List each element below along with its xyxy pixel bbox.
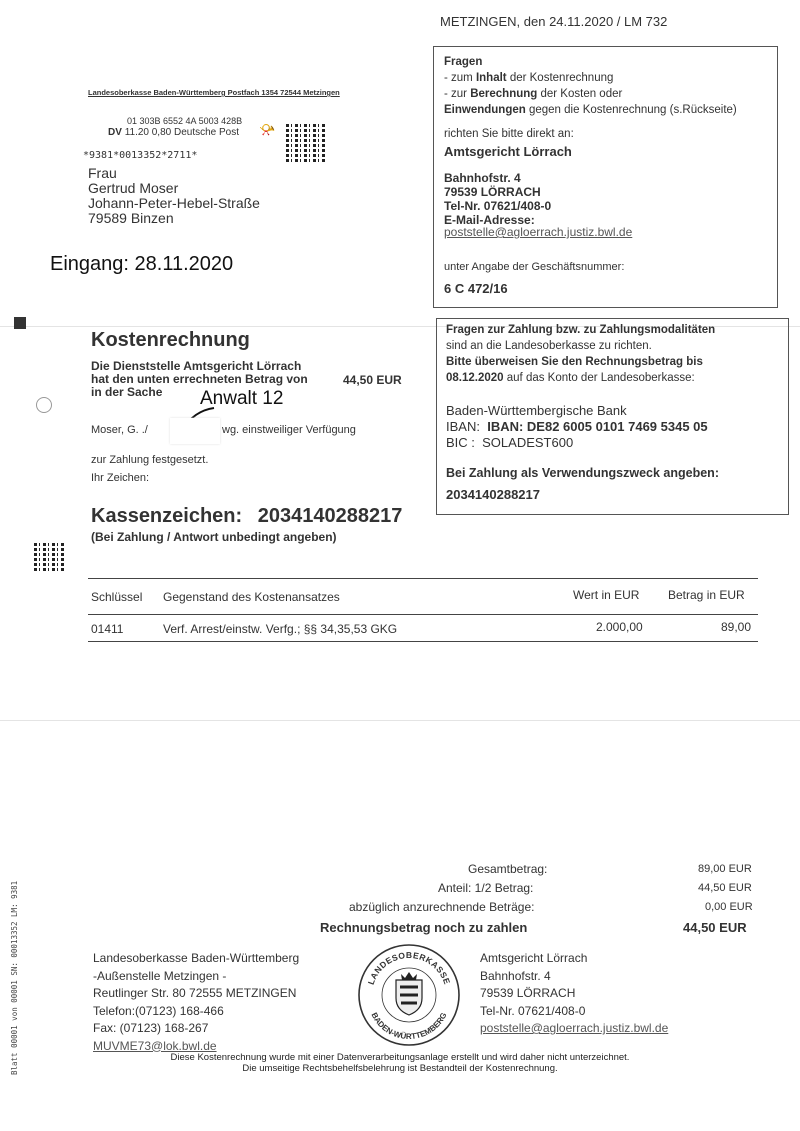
th-amount: Betrag in EUR [668,588,745,602]
footer-right-line-2: Bahnhofstr. 4 [480,968,551,983]
court-phone: Tel-Nr. 07621/408-0 [444,199,552,213]
footer-left-line-5: Fax: (07123) 168-267 [93,1021,209,1035]
invoice-desc-2: hat den unten errechneten Betrag von [91,372,308,386]
due-label: Rechnungsbetrag noch zu zahlen [320,920,528,935]
share-value: 44,50 EUR [698,882,752,894]
row-key: 01411 [91,622,124,636]
footer-right [480,950,668,1038]
punch-mark [14,317,26,329]
row-amount: 89,00 [721,620,752,634]
purpose-value: 2034140288217 [446,487,540,502]
place-date: METZINGEN, den 24.11.2020 / LM 732 [440,14,668,29]
footer-left [93,950,299,1055]
recipient-name: Gertrud Moser [88,180,179,196]
iban-row: IBAN: IBAN: DE82 6005 0101 7469 5345 05 [446,419,708,434]
ref-number: 6 C 472/16 [444,281,508,296]
table-top-rule [88,578,758,579]
side-text: Blatt 00001 von 00001 SN: 00013352 LM: 9381 [10,880,19,1075]
disclaimer [0,1052,800,1074]
court-email-label: E-Mail-Adresse: [444,213,535,227]
court-email-link[interactable]: poststelle@agloerrach.justiz.bwl.de [444,225,633,239]
payment-line-2: Bitte überweisen Sie den Rechnungsbetrag bis [446,356,703,368]
payment-title: Fragen zur Zahlung bzw. zu Zahlungsmodalitäten [446,324,716,336]
your-ref: Ihr Zeichen: [91,472,150,484]
footer-left-line-3: Reutlinger Str. 80 72555 METZINGEN [93,986,297,1000]
datamatrix-code-2 [34,541,66,573]
bank-name: Baden-Württembergische Bank [446,403,627,418]
footer-left-line-1: Landesoberkasse Baden-Württemberg [93,951,300,965]
total-label: Gesamtbetrag: [468,862,548,876]
post-horn-icon: 📯 [259,122,276,137]
invoice-title: Kostenrechnung [91,329,250,351]
bic-row: BIC : SOLADEST600 [446,435,574,450]
fixed-text: zur Zahlung festgesetzt. [91,454,209,466]
dv-label: DV [108,127,122,138]
footer-left-line-2: -Außenstelle Metzingen - [93,968,227,983]
th-subject: Gegenstand des Kostenansatzes [163,590,340,604]
th-key: Schlüssel [91,590,143,604]
table-row-rule [88,641,758,642]
kassen-number: 2034140288217 [257,505,403,527]
invoice-amount: 44,50 EUR [343,373,402,387]
court-name: Amtsgericht Lörrach [444,144,572,159]
share-label: Anteil: 1/2 Betrag: [438,881,534,895]
seal-top-text: LANDESOBERKASSE [365,949,453,986]
postage-date-price: 11.20 0,80 Deutsche Post [124,127,240,138]
footer-right-line-1: Amtsgericht Lörrach [480,951,588,965]
kassen-note: (Bei Zahlung / Antwort unbedingt angeben) [91,530,337,544]
disclaimer-line-2: Die umseitige Rechtsbehelfsbelehrung ist Bestandteil der Kostenrechnung. [242,1063,558,1074]
kassen-label: Kassenzeichen: [91,505,243,527]
court-address [444,171,551,227]
purpose-label: Bei Zahlung als Verwendungszweck angeben: [446,466,719,480]
coat-of-arms-icon [396,972,422,1015]
footer-right-line-3: 79539 LÖRRACH [480,986,576,1000]
footer-left-line-4: Telefon:(07123) 168-466 [93,1003,224,1018]
questions-title: Fragen [444,56,483,68]
recipient-city: 79589 Binzen [88,210,174,226]
invoice-desc-1: Die Dienststelle Amtsgericht Lörrach [91,359,302,373]
recipient-address [88,166,260,226]
th-value: Wert in EUR [573,588,640,602]
court-street: Bahnhofstr. 4 [444,171,521,185]
questions-line-2: - zur Berechnung der Kosten oder [444,88,623,100]
questions-content [444,54,737,142]
due-value: 44,50 EUR [683,920,747,935]
disclaimer-line-1: Diese Kostenrechnung wurde mit einer Datenverarbeitungsanlage erstellt und wird daher nicht unterzeichnet. [170,1052,630,1063]
stamp-number: *9381*0013352*2711* [83,150,198,161]
bank-details [446,403,708,451]
eingang-stamp: Eingang: 28.11.2020 [50,253,234,275]
questions-line-1: - zum Inhalt der Kostenrechnung [444,72,614,84]
official-seal [354,940,464,1050]
redaction-box [170,418,220,444]
deduct-label: abzüglich anzurechnende Beträge: [349,900,535,914]
total-value: 89,00 EUR [698,863,752,875]
kassenzeichen [91,505,402,528]
paper-fold [0,720,800,721]
seal-bottom-text: BADEN-WÜRTTEMBERG [369,1011,449,1042]
footer-right-email-link[interactable]: poststelle@agloerrach.justiz.bwl.de [480,1021,669,1035]
payment-line-3: 08.12.2020 auf das Konto der Landesoberkasse: [446,372,695,384]
sender-line: Landesoberkasse Baden-Württemberg Postfach 1354 72544 Metzingen [88,88,340,97]
questions-line-3: Einwendungen gegen die Kostenrechnung (s.Rückseite) [444,104,737,116]
payment-content [446,322,715,386]
ref-intro: unter Angabe der Geschäftsnummer: [444,261,625,273]
footer-left-email-link[interactable]: MUVME73@lok.bwl.de [93,1038,217,1053]
questions-direct: richten Sie bitte direkt an: [444,128,574,140]
row-subject: Verf. Arrest/einstw. Verfg.; §§ 34,35,53 GKG [163,622,398,636]
punch-hole [36,397,52,413]
case-pre: Moser, G. ./ [91,424,148,436]
footer-right-line-4: Tel-Nr. 07621/408-0 [480,1003,586,1018]
case-post: wg. einstweiliger Verfügung [222,424,356,436]
postage-line [108,127,239,138]
court-city: 79539 LÖRRACH [444,185,541,199]
datamatrix-code [286,124,326,164]
invoice-desc-3: in der Sache [91,385,163,399]
row-value: 2.000,00 [596,620,643,634]
payment-line-1: sind an die Landesoberkasse zu richten. [446,340,652,352]
postage-code: 01 303B 6552 4A 5003 428B [127,116,243,126]
recipient-street: Johann-Peter-Hebel-Straße [88,195,260,211]
handwritten-annotation: Anwalt 12 [200,388,284,409]
recipient-salutation: Frau [88,165,117,181]
deduct-value: 0,00 EUR [705,901,753,913]
table-header-rule [88,614,758,615]
